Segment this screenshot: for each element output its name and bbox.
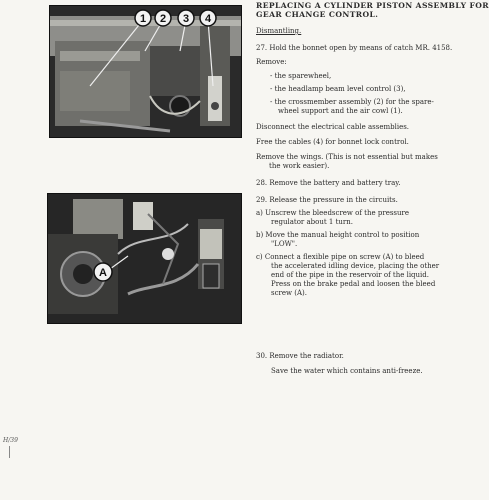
step-29-a: a) Unscrew the bleedscrew of the pressure	[256, 209, 410, 217]
engine-bay-photo-bottom	[47, 193, 242, 324]
callout-A: A	[99, 267, 107, 279]
step-29-c-cont-2: end of the pipe in the reservoir of the liquid.	[271, 271, 429, 279]
step-28: 28. Remove the battery and battery tray.	[256, 179, 401, 187]
heading-line-2: GEAR CHANGE CONTROL.	[256, 10, 379, 19]
remove-wings-text: Remove the wings. (This is not essential but makes	[256, 153, 438, 161]
step-29-b: b) Move the manual height control to position	[256, 231, 420, 239]
callout-4: 4	[204, 13, 212, 25]
callout-3: 3	[182, 13, 190, 25]
callout-2: 2	[159, 13, 167, 25]
remove-item-headlamp: - the headlamp beam level control (3),	[270, 85, 406, 93]
pencil-mark	[9, 446, 10, 458]
step-30: 30. Remove the radiator.	[256, 352, 344, 360]
step-27: 27. Hold the bonnet open by means of catch MR. 4158.	[256, 44, 453, 52]
callout-1: 1	[139, 13, 147, 25]
engine-bay-photo-top	[49, 5, 242, 138]
step-29-a-cont: regulator about 1 turn.	[271, 218, 353, 226]
remove-item-crossmember: - the crossmember assembly (2) for the spare-	[270, 98, 434, 106]
section-title: Dismantling.	[256, 27, 302, 35]
step-29-b-cont: "LOW".	[271, 240, 298, 248]
step-29-c-cont-3: Press on the brake pedal and loosen the bleed	[271, 280, 436, 288]
remove-wings-text-cont: the work easier).	[269, 162, 330, 170]
remove-item-crossmember-cont: wheel support and the air cowl (1).	[278, 107, 403, 115]
heading-line-1: REPLACING A CYLINDER PISTON ASSEMBLY FOR	[256, 1, 489, 10]
photo-top-illustration	[50, 6, 241, 137]
disconnect-text: Disconnect the electrical cable assemblies.	[256, 123, 410, 131]
step-29-c-cont-4: screw (A).	[271, 289, 307, 297]
remove-label: Remove:	[256, 58, 287, 66]
remove-item-sparewheel: - the sparewheel,	[270, 72, 332, 80]
step-29-c: c) Connect a flexible pipe on screw (A) to bleed	[256, 253, 425, 261]
step-29-c-cont-1: the accelerated idling device, placing the other	[271, 262, 440, 270]
step-29: 29. Release the pressure in the circuits.	[256, 196, 398, 204]
page-code: H/39	[3, 437, 18, 444]
free-cables-text: Free the cables (4) for bonnet lock control.	[256, 138, 409, 146]
photo-bottom-illustration	[48, 194, 241, 323]
step-30-note: Save the water which contains anti-freeze.	[271, 367, 423, 375]
